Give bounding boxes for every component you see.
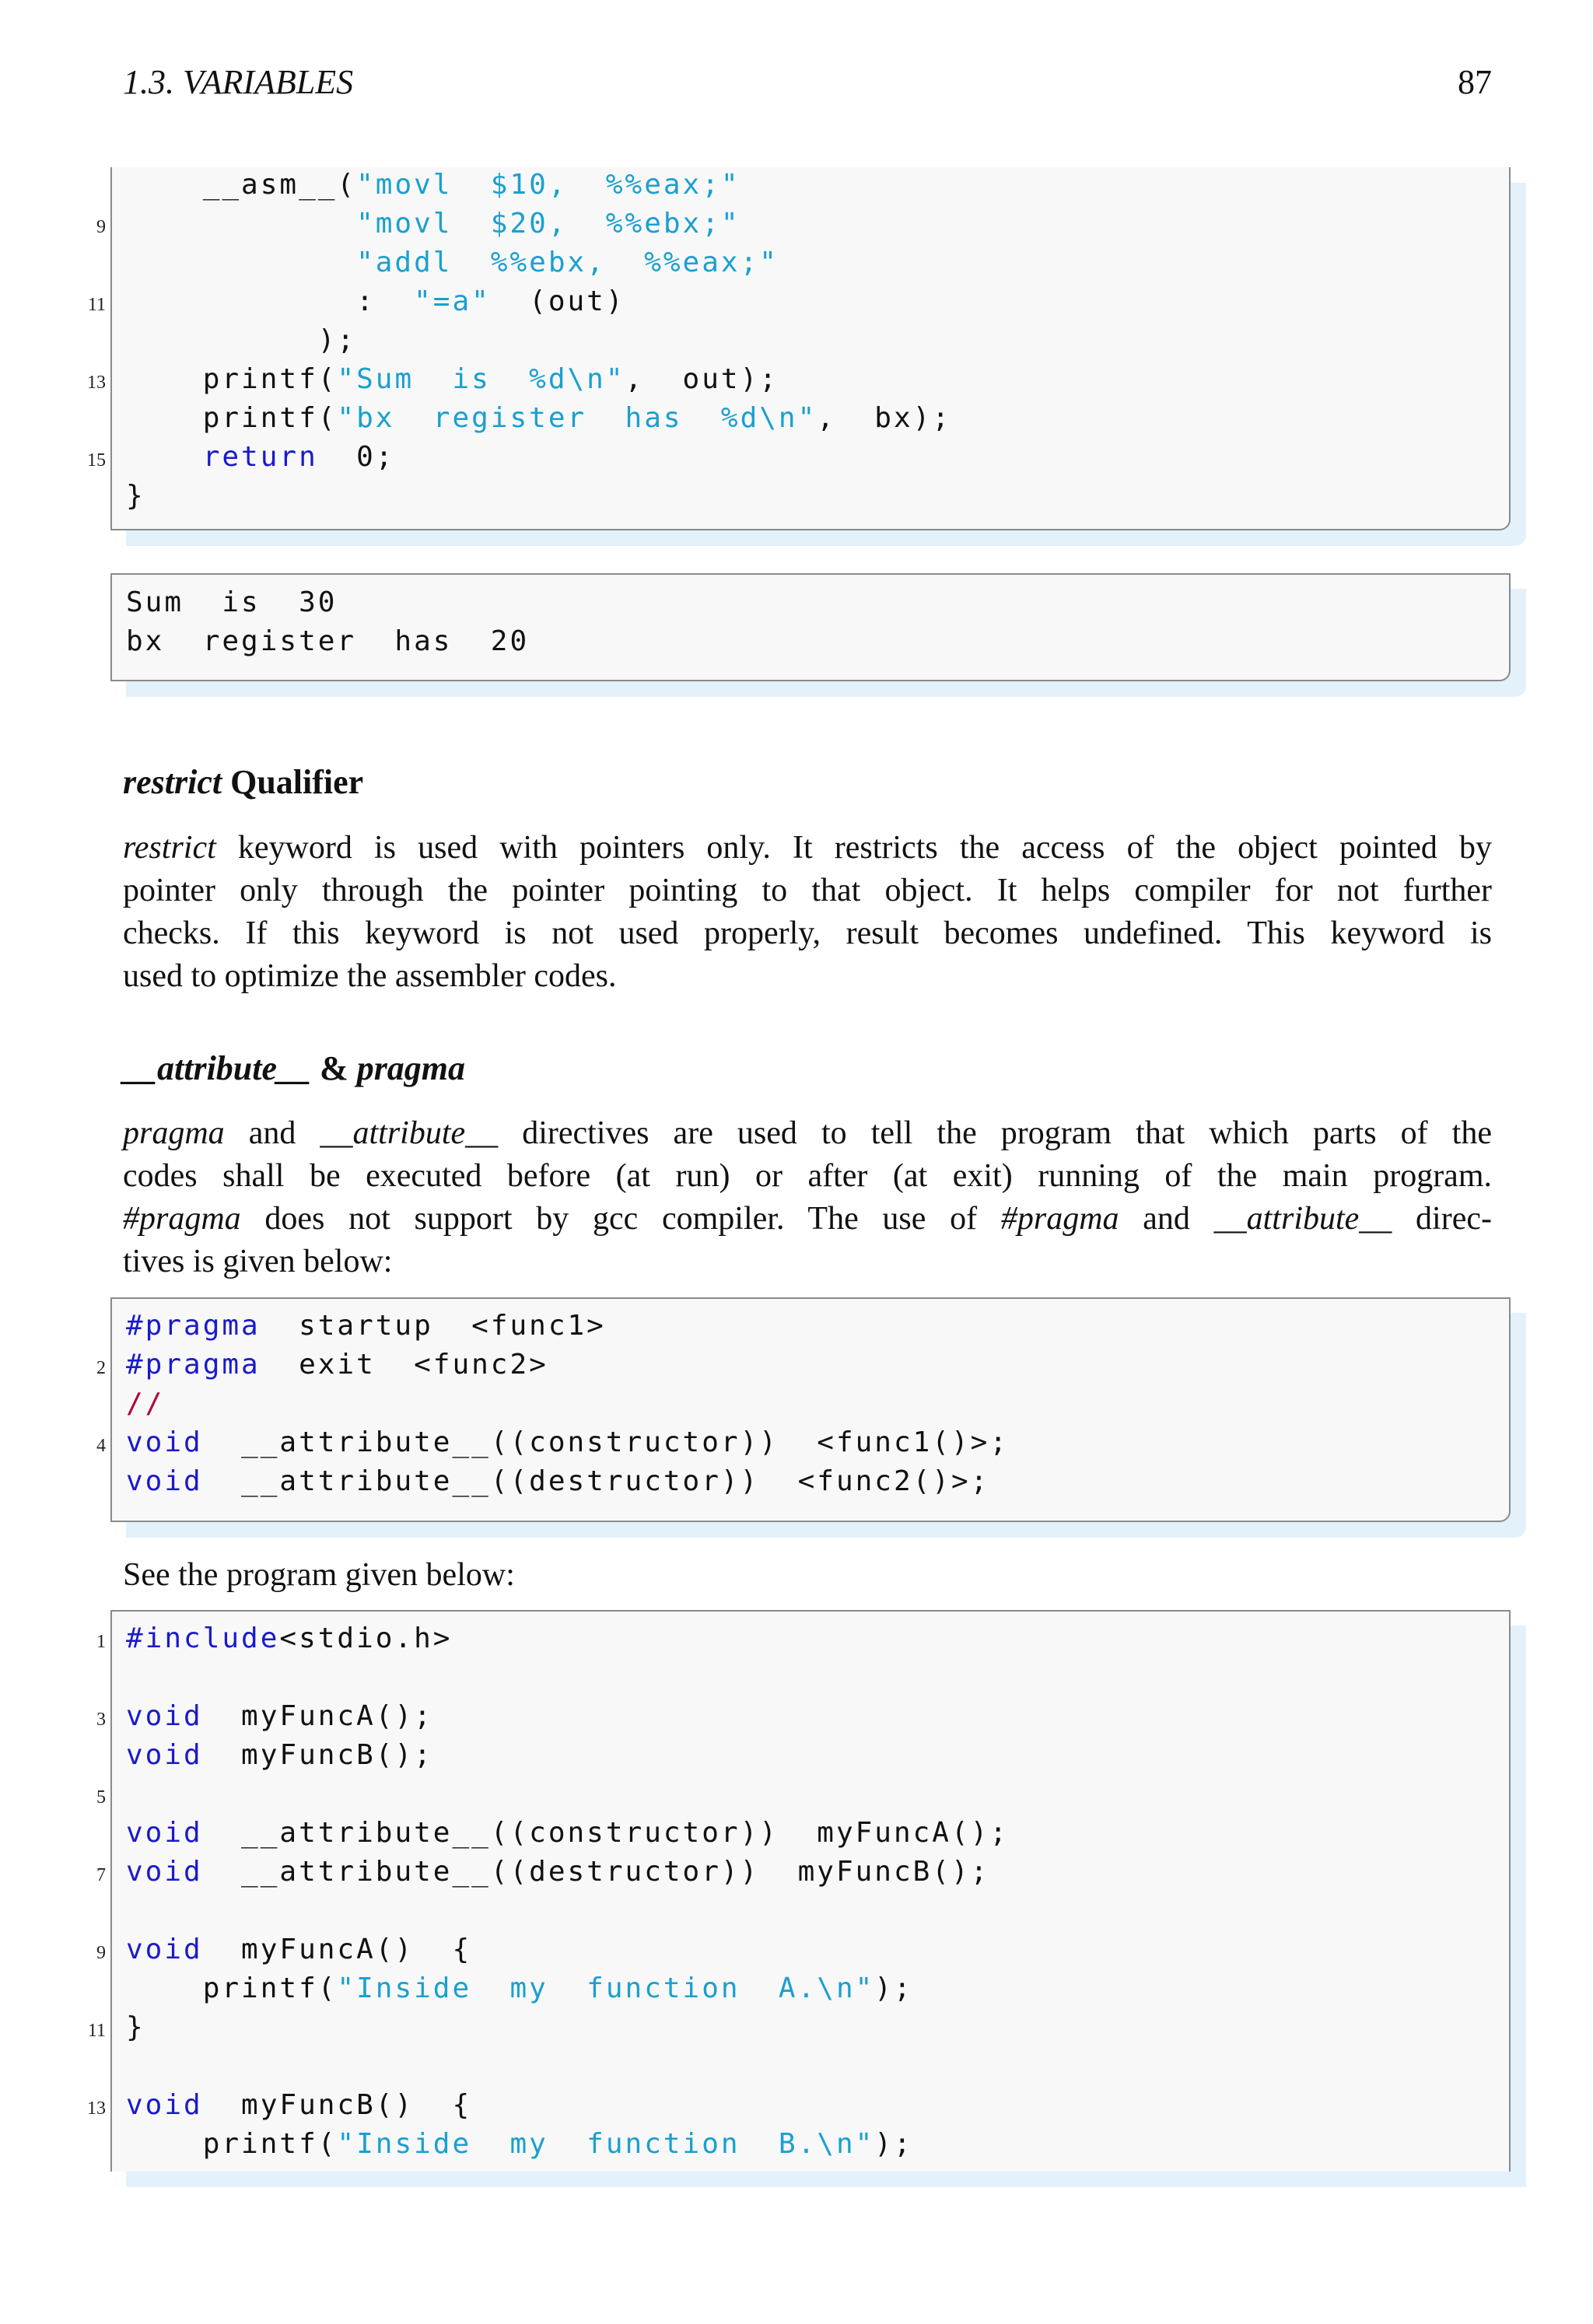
code-token: "Sum is %d\n" (337, 363, 625, 395)
code-text (126, 1817, 1009, 1849)
text-run: directives are used to tell the program that which parts of the (498, 1115, 1492, 1151)
code-token: } (126, 2011, 145, 2043)
pragma-code-line (112, 1310, 1509, 1349)
paragraph-attribute (123, 1112, 1492, 1283)
code-token: "movl $20, %%ebx;" (126, 208, 740, 240)
code-token: #include (126, 1622, 280, 1654)
line-number: 13 (87, 373, 106, 393)
code-token: , bx); (817, 402, 951, 434)
code-text (126, 1972, 913, 2004)
code-block-program (87, 1610, 1511, 2172)
code-token: printf( (126, 1972, 338, 2004)
text-run: pragma (123, 1115, 225, 1151)
text-line (123, 827, 1492, 870)
text-line (123, 955, 1492, 998)
line-number: 5 (96, 1787, 106, 1808)
code-token: void (126, 1700, 203, 1732)
program-code-line (87, 2089, 1509, 2128)
code-token: printf( (126, 2128, 338, 2160)
output-block (110, 573, 1511, 681)
code-token: (out) (490, 285, 625, 317)
paragraph-restrict (123, 827, 1492, 998)
code-token: void (126, 1934, 203, 1965)
code-token: "Inside my function A.\n" (337, 1972, 875, 2004)
code-token: ); (874, 1972, 913, 2004)
text-run: direc- (1392, 1201, 1492, 1237)
code-text (126, 441, 394, 473)
code-token: myFuncB() { (202, 2089, 472, 2121)
code-token: exit <func2> (260, 1349, 548, 1381)
code-token: printf( (126, 363, 338, 395)
pragma-code-line (96, 1349, 1509, 1388)
code-token: startup <func1> (260, 1310, 606, 1342)
code-token: : (126, 285, 415, 317)
running-header (123, 62, 1492, 109)
code-text (126, 625, 529, 657)
output-line (112, 625, 1509, 664)
code-text (126, 285, 625, 317)
code-text (126, 480, 145, 512)
line-number: 1 (96, 1632, 106, 1652)
code-token: void (126, 1817, 203, 1849)
output-line (112, 586, 1509, 625)
code-text (126, 2011, 145, 2043)
code-token: ); (874, 2128, 913, 2160)
code-token: void (126, 1465, 203, 1497)
code-token: printf( (126, 402, 338, 434)
code-text (126, 1622, 452, 1654)
program-code-line (112, 1972, 1509, 2011)
text-run: codes shall be executed before (at run) or after (at exit) running of the main program. (123, 1158, 1492, 1194)
text-line (123, 912, 1492, 955)
code-token: ); (126, 324, 357, 356)
code-text (126, 1465, 989, 1497)
text-run: #pragma (123, 1201, 241, 1237)
code-token: void (126, 1856, 203, 1888)
line-number: 13 (87, 2098, 106, 2119)
code-token: <stdio.h> (279, 1622, 453, 1654)
asm-code-line (112, 480, 1509, 519)
program-code-line (96, 1622, 1509, 1661)
text-run: does not support by gcc compiler. The use of (240, 1201, 1001, 1237)
code-token: __asm__( (126, 169, 357, 201)
code-text (126, 1426, 1009, 1458)
code-text (126, 1349, 548, 1381)
code-token: "=a" (414, 285, 491, 317)
program-code-line (112, 1817, 1509, 1856)
code-text (126, 208, 740, 240)
code-text (126, 2089, 471, 2121)
code-text (126, 324, 356, 356)
page-number: 87 (1458, 63, 1492, 101)
code-token: void (126, 1426, 203, 1458)
text-run: used to optimize the assembler codes. (123, 958, 617, 994)
code-text (126, 586, 337, 618)
asm-code-line (112, 169, 1509, 208)
code-text (126, 247, 779, 278)
text-run: checks. If this keyword is not used properly, result becomes undefined. This keyword is (123, 915, 1492, 951)
pragma-code-line (112, 1465, 1509, 1504)
code-token: myFuncB(); (202, 1739, 433, 1771)
program-code-line (112, 2128, 1509, 2167)
code-token: void (126, 2089, 203, 2121)
text-run: __attribute__ (320, 1115, 499, 1151)
line-number: 11 (87, 2021, 106, 2041)
text-line (123, 1241, 1492, 1283)
heading-restrict-qualifier: restrict Qualifier (123, 763, 364, 801)
asm-code-line (87, 285, 1509, 324)
program-code-line (96, 1778, 1509, 1817)
program-code-line (112, 1661, 1509, 1700)
code-token: 0; (317, 441, 395, 473)
asm-code-line (112, 324, 1509, 363)
code-token: "movl $10, %%eax;" (356, 169, 740, 201)
code-token: Sum is 30 (126, 586, 338, 618)
text-run: __attribute__ (1213, 1201, 1392, 1237)
program-code-line (96, 1856, 1509, 1895)
code-token: __attribute__((destructor)) myFuncB(); (202, 1856, 990, 1888)
code-token: "addl %%ebx, %%eax;" (126, 247, 779, 278)
code-token: , out); (625, 363, 779, 395)
line-number: 4 (96, 1436, 106, 1456)
line-number: 3 (96, 1710, 106, 1730)
code-token: "Inside my function B.\n" (337, 2128, 875, 2160)
code-text (126, 1700, 433, 1732)
code-token: __attribute__((constructor)) myFuncA(); (202, 1817, 1010, 1849)
code-token: void (126, 1739, 203, 1771)
section-title: 1.3. VARIABLES (123, 63, 354, 101)
code-token (126, 441, 203, 473)
pragma-code-line (96, 1426, 1509, 1465)
code-text (126, 169, 740, 201)
code-text (126, 1388, 164, 1419)
code-token: "bx register has %d\n" (337, 402, 818, 434)
asm-code-line (112, 402, 1509, 441)
asm-code-line (96, 208, 1509, 247)
program-code-line (112, 1895, 1509, 1934)
text-run: pointer only through the pointer pointing to that object. It helps compiler for not further (123, 873, 1492, 908)
program-code-line (112, 2050, 1509, 2089)
asm-code-line (87, 363, 1509, 402)
text-run: #pragma (1000, 1201, 1119, 1237)
program-code-line (87, 2011, 1509, 2050)
line-number: 15 (87, 450, 106, 471)
code-token: myFuncA() { (202, 1934, 472, 1965)
line-number: 7 (96, 1865, 106, 1885)
code-block-pragma (96, 1297, 1511, 1522)
text-run: restrict (123, 830, 216, 866)
text-line (123, 870, 1492, 912)
text-line (123, 1198, 1492, 1241)
asm-code-line (112, 247, 1509, 285)
line-number: 11 (87, 295, 106, 315)
code-text (126, 402, 951, 434)
code-text (126, 363, 779, 395)
code-text (126, 1934, 471, 1965)
code-token: return (202, 441, 318, 473)
code-token: __attribute__((destructor)) <func2()>; (202, 1465, 990, 1497)
text-line (123, 1155, 1492, 1198)
code-token: bx register has 20 (126, 625, 530, 657)
asm-code-line (87, 441, 1509, 480)
code-token: __attribute__((constructor)) <func1()>; (202, 1426, 1010, 1458)
code-text (126, 1856, 989, 1888)
program-code-line (112, 1739, 1509, 1778)
pragma-code-line (112, 1388, 1509, 1426)
text-line (123, 1112, 1492, 1155)
paragraph-see-program: See the program given below: (123, 1557, 515, 1593)
code-token: myFuncA(); (202, 1700, 433, 1732)
program-code-line (96, 1700, 1509, 1739)
text-run: tives is given below: (123, 1244, 393, 1279)
program-code-line (96, 1934, 1509, 1972)
line-number: 9 (96, 1943, 106, 1963)
code-text (126, 1310, 606, 1342)
line-number: 9 (96, 217, 106, 237)
code-text (126, 2128, 913, 2160)
line-number: 2 (96, 1358, 106, 1378)
code-token: // (126, 1388, 165, 1419)
code-block-asm (87, 167, 1511, 530)
heading-attribute-pragma: __attribute__ & pragma (123, 1049, 466, 1087)
text-run: and (224, 1115, 320, 1151)
code-token: #pragma (126, 1310, 261, 1342)
text-run: keyword is used with pointers only. It restricts the access of the object pointed by (215, 830, 1492, 866)
text-run: and (1119, 1201, 1214, 1237)
code-text (126, 1739, 433, 1771)
code-token: #pragma (126, 1349, 261, 1381)
code-token: } (126, 480, 145, 512)
